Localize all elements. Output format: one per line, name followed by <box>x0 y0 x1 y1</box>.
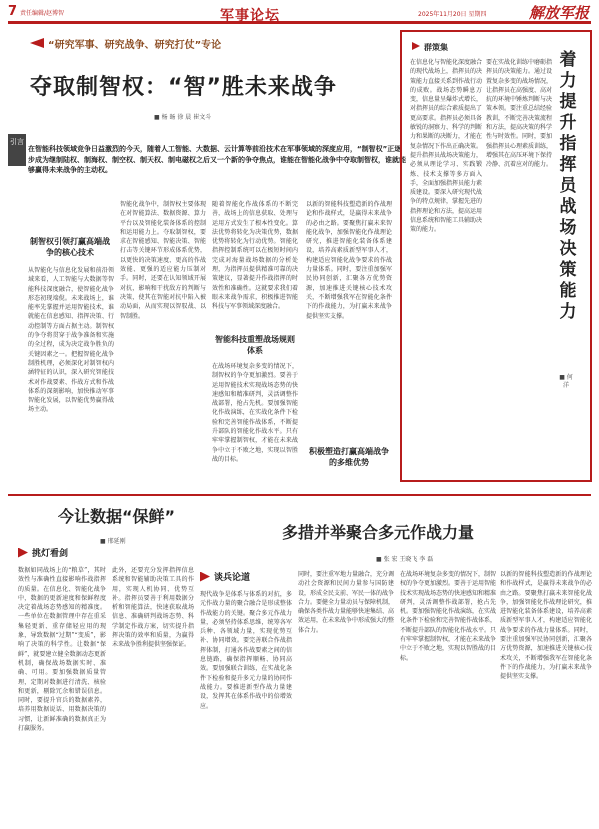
bottom-right-column-2: 同时，要注重军地力量融合，充分调动社会资源和民间力量参与国防建设，形成全民支前、军民一体的战争合力。要健全力量动员与保障机制，确保各类作战力量能够快速集结、高效运用，在未来战争中形成强大的整体合力。 <box>298 571 394 634</box>
box-marker-icon <box>412 42 420 50</box>
main-byline: ■ 杨 旸 徐 晨 崔文斗 <box>154 114 212 121</box>
issue-date: 2025年11月20日 星期四 <box>418 11 487 18</box>
subhead-1: 制智权引领打赢高端战争的核心技术 <box>30 237 110 257</box>
bottom-right-column-4: 以新的智能科技塑造新的作战理论和作战样式，是赢得未来战争的必由之路。要聚焦打赢未来智能化战争，加强智能化作战理论研究，推进智能化装备体系建设，培养高素质新型军事人才，构建适应智能化战争要求的作战力量体系。同时，要注重加强军民协同创新，汇聚各方优势资源，加速推进关键核心技术攻关，不断增强我军在智能化条件下的作战能力，为打赢未来战争提供坚实支撑。 <box>500 571 592 681</box>
section-title: 军事论坛 <box>220 8 280 24</box>
bottom-left-column-1: 数据如同战场上的“粮草”，其时效性与准确性直接影响作战指挥的质量。在信息化、智能化战争中，数据的更新速度和保鲜程度决定着战场态势感知的精准度。一些单位在数据管理中存在重采集轻更新、重存储轻应用的现象，导致数据“过期”“变质”，影响了决策的科学性。让数据“保鲜”，就要建立健全数据动态更新机制，确保战场数据实时、准确、可用。要加强数据质量管理，定期对数据进行清洗、核验和更新，剔除冗余和错误信息。同时，要提升官兵的数据素养，培养用数据说话、用数据决策的习惯，让新鲜准确的数据真正为打赢服务。 <box>18 567 106 733</box>
column-tag-right-text: 谈兵论道 <box>214 573 251 583</box>
bottom-right-column-1: 现代战争是体系与体系的对抗，多元作战力量的聚合融合是形成整体作战能力的关键。聚合多元作战力量，必须坚持体系思维，统筹各军兵种、各领域力量，实现优势互补、协同增效。要完善联合作战指挥体制，打通各作战要素之间的信息链路，确保指挥顺畅、协同高效。要加强联合训练，在实战化条件下检验和提升多元力量的协同作战能力。要推进新型作战力量建设，发挥其在体系作战中的倍增效应。 <box>200 591 292 710</box>
commentary-column-b: 要在实战化训练中磨砺指挥员的决策能力。通过设置复杂多变的战场情况，让指挥员在高强度、高对抗的环境中锤炼判断与决策本领。要注重总结经验教训，不断完善决策流程和方法，提高决策的科学性与时效性。同时，要加强指挥员心理素质训练，增强其在高压环境下保持冷静、沉着应对的能力。 <box>486 59 552 169</box>
bottom-right-byline: ■ 张 宏 王晓飞 李 磊 <box>376 556 434 563</box>
feature-banner-text: “研究军事、研究战争、研究打仗”专论 <box>48 39 222 51</box>
main-headline: 夺取制智权：“智”胜未来战争 <box>30 75 337 100</box>
article-column-3b: 在战场环境复杂多变的情况下，制智权的争夺更加激烈。要善于运用智能技术实现战场态势的快速感知和精准研判，灵活调整作战部署，抢占先机。要加强智能化作战演练，在实战化条件下检验和完善智能作战体系，不断提升部队的智能化作战水平。只有牢牢掌握制智权，才能在未来战争中立于不败之地，实现以智胜战的目标。 <box>212 363 298 463</box>
subhead-3: 积极塑造打赢高端战争的多维优势 <box>309 447 389 467</box>
spacer <box>404 300 476 301</box>
banner-arrow-icon <box>30 38 44 48</box>
commentary-byline: ■ 何 洋 <box>559 374 573 389</box>
bottom-right-headline: 多措并举聚合多元作战力量 <box>282 523 475 542</box>
bottom-left-headline: 今让数据“保鲜” <box>58 507 176 526</box>
column-tag-left <box>18 546 68 559</box>
editor-credit: 责任编辑/赵博智 <box>20 10 65 17</box>
page-number: 7 <box>8 4 18 19</box>
column-tag-left-text: 挑灯看剑 <box>32 549 69 559</box>
article-column-3a: 随着智能化作战体系的不断完善，战场上的信息获取、处理与运用方式发生了根本性变化。算法优势将转化为决策优势，数据优势将转化为行动优势。智能化指挥控制系统可以在极短时间内完成对海量战场数据的分析处理，为指挥员提供精准可靠的决策建议，显著提升作战指挥的时效性和准确性。这就要求我们着眼未来战争需求，积极推进智能科技与军事领域深度融合。 <box>212 201 298 311</box>
bottom-left-byline: ■ 邢延刚 <box>100 538 126 545</box>
feature-banner <box>30 36 221 50</box>
subhead-2: 智能科技重塑战场规则体系 <box>215 335 295 355</box>
masthead <box>8 4 591 24</box>
commentary-column-c-hidden <box>410 282 411 283</box>
tag-marker-icon <box>200 572 210 582</box>
commentary-label: 群策集 <box>424 43 448 52</box>
commentary-column-a: 在信息化与智能化深度融合的现代战场上，指挥员的决策能力直接关系到作战行动的成败。战场态势瞬息万变，信息量呈爆炸式增长，对指挥员的综合素质提出了更高要求。指挥员必须具备敏锐的洞察力、科学的判断力和果断的决断力，才能在复杂情况下作出正确决策。提升指挥员战场决策能力，必须从理论学习、实践锻炼、技术支撑等多方面入手，全面加强指挥员能力素质建设。要深入研究现代战争的特点规律，掌握先进的指挥理论和方法，提高运用信息系统和智能工具辅助决策的能力。 <box>410 59 482 234</box>
commentary-title: 着力提升指挥员战场决策能力 <box>559 50 577 322</box>
article-column-4: 以新的智能科技塑造新的作战理论和作战样式，是赢得未来战争的必由之路。要聚焦打赢未来智能化战争，加强智能化作战理论研究，推进智能化装备体系建设，培养高素质新型军事人才，构建适应智能化战争要求的作战力量体系。同时，要注重加强军民协同创新，汇聚各方优势资源，加速推进关键核心技术攻关，不断增强我军在智能化条件下的作战能力，为打赢未来战争提供坚实支撑。 <box>306 201 392 320</box>
article-column-1: 从智能化与信息化发展和前沿领域来看，人工智能与大数据等智能科技深度融合，使智能化战争形态初现端倪。未来战场上，谁能率先掌握并运用智能技术，谁就能在信息感知、指挥决策、行动控制等方面占据主动。制智权的争夺将贯穿于战争准备和实施的全过程，成为决定战争胜负的关键因素之一。把握智能化战争制胜机理，必须深化对制智权内涵特征的认识，深入研究智能技术对作战要素、作战方式和作战体系的深刻影响，加快推动军事智能化发展，以智能优势赢得战场主动。 <box>28 267 114 414</box>
bottom-right-column-3: 在战场环境复杂多变的情况下，制智权的争夺更加激烈。要善于运用智能技术实现战场态势的快速感知和精准研判，灵活调整作战部署，抢占先机。要加强智能化作战演练，在实战化条件下检验和完善智能作战体系，不断提升部队的智能化作战水平。只有牢牢掌握制智权，才能在未来战争中立于不败之地，实现以智胜战的目标。 <box>400 571 496 662</box>
commentary-box <box>400 30 592 482</box>
bottom-left-column-2: 此外，还要充分发挥指挥信息系统和智能辅助决策工具的作用，实现人机协同、优势互补。指挥员要善于利用数据分析和智能算法，快速获取战场信息、准确研判战场态势、科学制定作战方案，切实提升指挥决策的效率和质量，为赢得未来战争胜利提供坚强保证。 <box>112 567 194 649</box>
column-tag-right <box>200 570 250 583</box>
lead-paragraph: 在智能科技领域竞争日益激烈的今天，随着人工智能、大数据、云计算等前沿技术在军事领域的深度应用，“制智权”正逐步成为继制陆权、制海权、制空权、制天权、制电磁权之后又一个新的争夺焦点，谁能在智能化战争中夺取制智权，谁就能够赢得未来战争的主动权。 <box>28 145 406 174</box>
newspaper-logo: 解放军报 <box>528 4 589 22</box>
article-column-2: 智能化战争中，制智权主要体现在对智能算法、数据资源、算力平台以及智能化装备体系的控制和运用能力上。夺取制智权，要求在智能感知、智能决策、智能打击等关键环节形成体系优势，以更快的决策速度、更高的作战效能、更强的适应能力压制对手。同时，还要在认知领域开展对抗，影响和干扰敌方的判断与决策，使其在智能对抗中陷入被动局面，从而实现以智驭战、以智制胜。 <box>120 201 206 320</box>
section-divider <box>8 494 591 496</box>
tag-marker-icon <box>18 548 28 558</box>
lead-tag: 引言 <box>8 134 26 166</box>
